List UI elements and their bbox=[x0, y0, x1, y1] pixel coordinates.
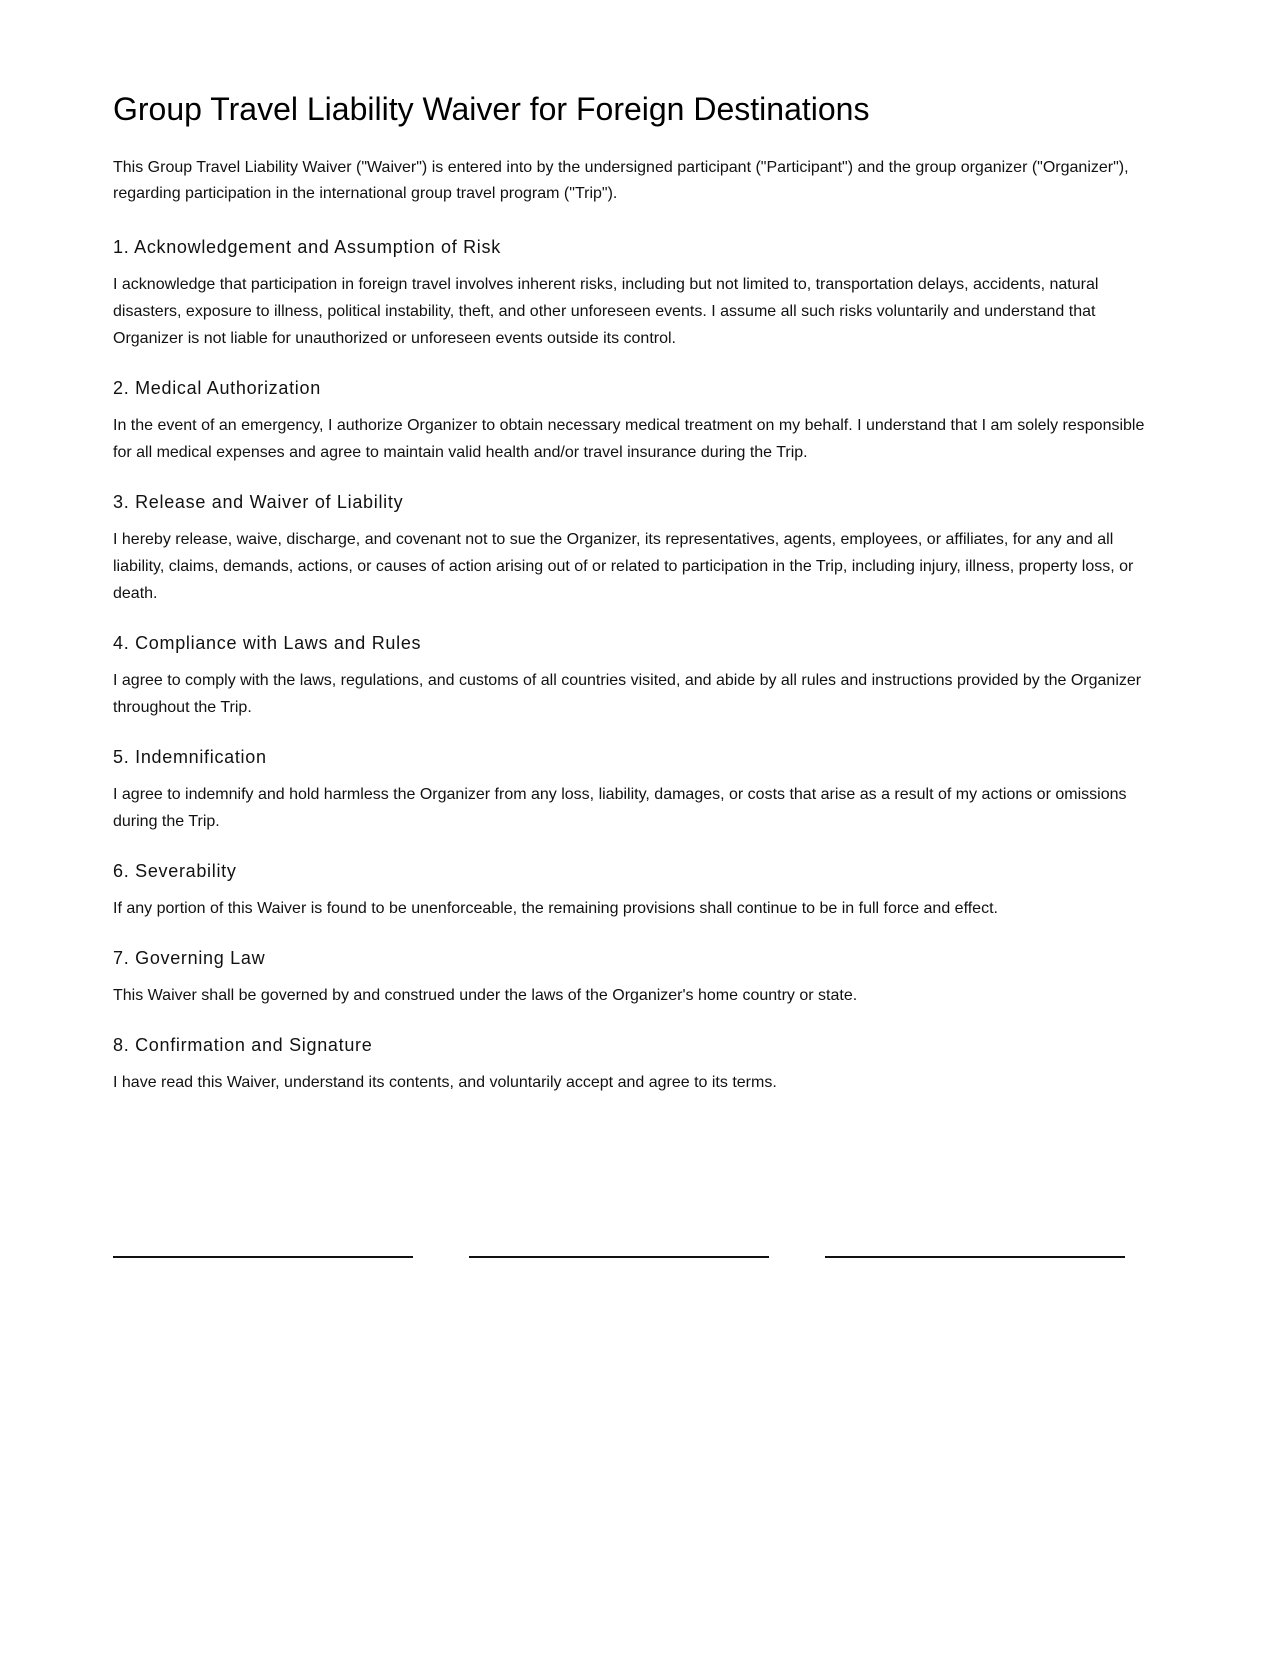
section-heading: 4. Compliance with Laws and Rules bbox=[113, 633, 422, 653]
section-body: If any portion of this Waiver is found to be unenforceable, the remaining provisions shall continue to be in full force and effect. bbox=[113, 900, 998, 917]
section-heading: 1. Acknowledgement and Assumption of Risk bbox=[113, 237, 501, 257]
section-body: This Waiver shall be governed by and construed under the laws of the Organizer's home country or state. bbox=[113, 987, 858, 1004]
section-body: I have read this Waiver, understand its contents, and voluntarily accept and agree to its terms. bbox=[113, 1074, 777, 1091]
section-indemnification bbox=[113, 744, 1153, 835]
section-heading: 3. Release and Waiver of Liability bbox=[113, 492, 404, 512]
signature-line-3[interactable] bbox=[825, 1256, 1125, 1258]
section-governing-law bbox=[113, 945, 1153, 1009]
section-heading: 8. Confirmation and Signature bbox=[113, 1035, 373, 1055]
section-body: I acknowledge that participation in foreign travel involves inherent risks, including but not limited to, transportation delays, accidents, natural disasters, exposure to illness, political instability, theft, and other unforeseen events. I assume all such risks voluntarily and understand that Organizer is not liable for unauthorized or unforeseen events outside its control. bbox=[113, 276, 1099, 347]
intro-paragraph: This Group Travel Liability Waiver ("Waiver") is entered into by the undersigned participant ("Participant") and the group organizer ("Organizer"), regarding participation in the international group travel program ("Trip"). bbox=[113, 159, 1129, 202]
section-body: I hereby release, waive, discharge, and covenant not to sue the Organizer, its representatives, agents, employees, or affiliates, for any and all liability, claims, demands, actions, or causes of action arising out of or related to participation in the Trip, including injury, illness, property loss, or death. bbox=[113, 531, 1134, 602]
section-assumption-of-risk bbox=[113, 234, 1153, 352]
document-title: Group Travel Liability Waiver for Foreign Destinations bbox=[113, 91, 870, 127]
section-severability bbox=[113, 858, 1153, 922]
section-release-of-liability bbox=[113, 489, 1153, 607]
section-heading: 2. Medical Authorization bbox=[113, 378, 321, 398]
signature-line-1[interactable] bbox=[113, 1256, 413, 1258]
sections-list bbox=[113, 234, 1153, 1119]
section-heading: 6. Severability bbox=[113, 861, 237, 881]
section-confirmation-signature bbox=[113, 1032, 1153, 1096]
section-body: In the event of an emergency, I authorize Organizer to obtain necessary medical treatment on my behalf. I understand that I am solely responsible for all medical expenses and agree to maintain valid health and/or travel insurance during the Trip. bbox=[113, 417, 1145, 461]
signature-line-2[interactable] bbox=[469, 1256, 769, 1258]
section-heading: 7. Governing Law bbox=[113, 948, 266, 968]
section-body: I agree to indemnify and hold harmless the Organizer from any loss, liability, damages, or costs that arise as a result of my actions or omissions during the Trip. bbox=[113, 786, 1127, 830]
section-heading: 5. Indemnification bbox=[113, 747, 267, 767]
section-medical-authorization bbox=[113, 375, 1153, 466]
section-compliance bbox=[113, 630, 1153, 721]
signature-row bbox=[113, 1256, 1125, 1258]
section-body: I agree to comply with the laws, regulations, and customs of all countries visited, and abide by all rules and instructions provided by the Organizer throughout the Trip. bbox=[113, 672, 1142, 716]
